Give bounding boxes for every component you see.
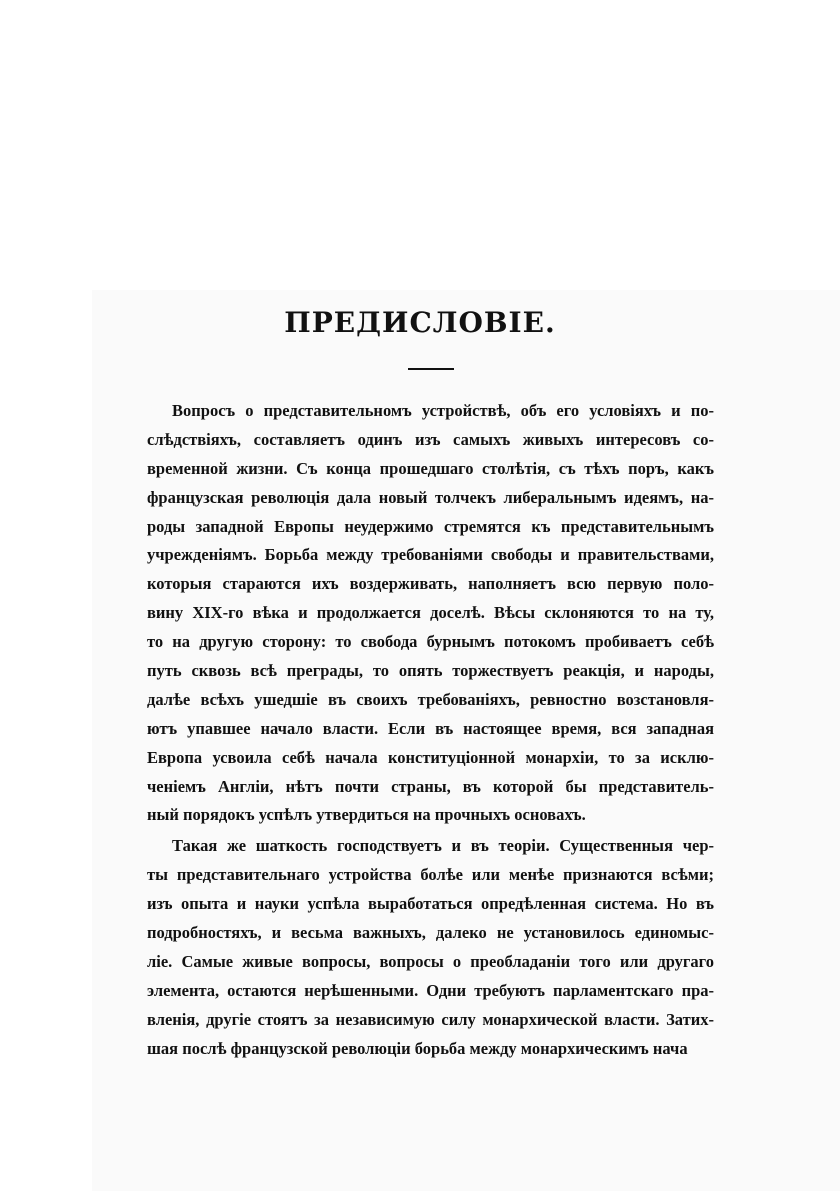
text-line: то на другую сторону: то свобода бурнымъ потокомъ пробиваетъ себѣ (147, 632, 714, 652)
body-text (147, 397, 714, 1063)
text-line: ютъ упавшее начало власти. Если въ настоящее время, вся западная (147, 718, 714, 738)
text-line: временной жизни. Съ конца прошедшаго столѣтія, съ тѣхъ поръ, какъ (147, 458, 714, 478)
text-line: путь сквозь всѣ преграды, то опять торжествуетъ реакція, и народы, (147, 661, 714, 681)
paragraph-2 (147, 832, 714, 1063)
text-line: вину XIX-го вѣка и продолжается доселѣ. Вѣсы склоняются то на ту, (147, 603, 714, 623)
text-line: Вопросъ о представительномъ устройствѣ, объ его условіяхъ и по- (172, 401, 714, 420)
text-line: далѣе всѣхъ ушедшіе въ своихъ требованіяхъ, ревностно возстановля- (147, 689, 714, 709)
page-title: ПРЕДИСЛОВІЕ. (284, 306, 556, 339)
text-line: ченіемъ Англіи, нѣтъ почти страны, въ которой бы представитель- (147, 776, 714, 796)
text-line: элемента, остаются нерѣшенными. Одни требуютъ парламентскаго пра- (147, 980, 714, 1000)
text-line: ты представительнаго устройства болѣе или менѣе признаются всѣми; (147, 865, 714, 885)
text-line: вленія, другіе стоятъ за независимую силу монархической власти. Затих- (147, 1009, 714, 1029)
text-line: ный порядокъ успѣлъ утвердиться на прочныхъ основахъ. (147, 805, 586, 825)
text-line: Такая же шаткость господствуетъ и въ теоріи. Существенныя чер- (172, 836, 714, 856)
text-line: Европа усвоила себѣ начала конституціонной монархіи, то за исклю- (147, 747, 714, 767)
text-line: которыя стараются ихъ воздерживать, наполняетъ всю первую поло- (147, 574, 714, 594)
text-line: изъ опыта и науки успѣла выработаться опредѣленная система. Но въ (147, 894, 714, 914)
text-line: учрежденіямъ. Борьба между требованіями свободы и правительствами, (147, 545, 714, 565)
paragraph-1 (147, 397, 714, 830)
text-line: французская революція дала новый толчекъ либеральнымъ идеямъ, на- (147, 487, 714, 507)
title-rule (408, 368, 454, 370)
text-line: подробностяхъ, и весьма важныхъ, далеко не установилось единомыс- (147, 923, 714, 943)
text-line: шая послѣ французской революціи борьба между монархическимъ нача (147, 1038, 688, 1058)
text-line: ліе. Самые живые вопросы, вопросы о преобладаніи того или другаго (147, 951, 714, 971)
text-line: слѣдствіяхъ, составляетъ одинъ изъ самыхъ живыхъ интересовъ со- (147, 429, 714, 449)
text-line: роды западной Европы неудержимо стремятся къ представительнымъ (147, 516, 714, 536)
